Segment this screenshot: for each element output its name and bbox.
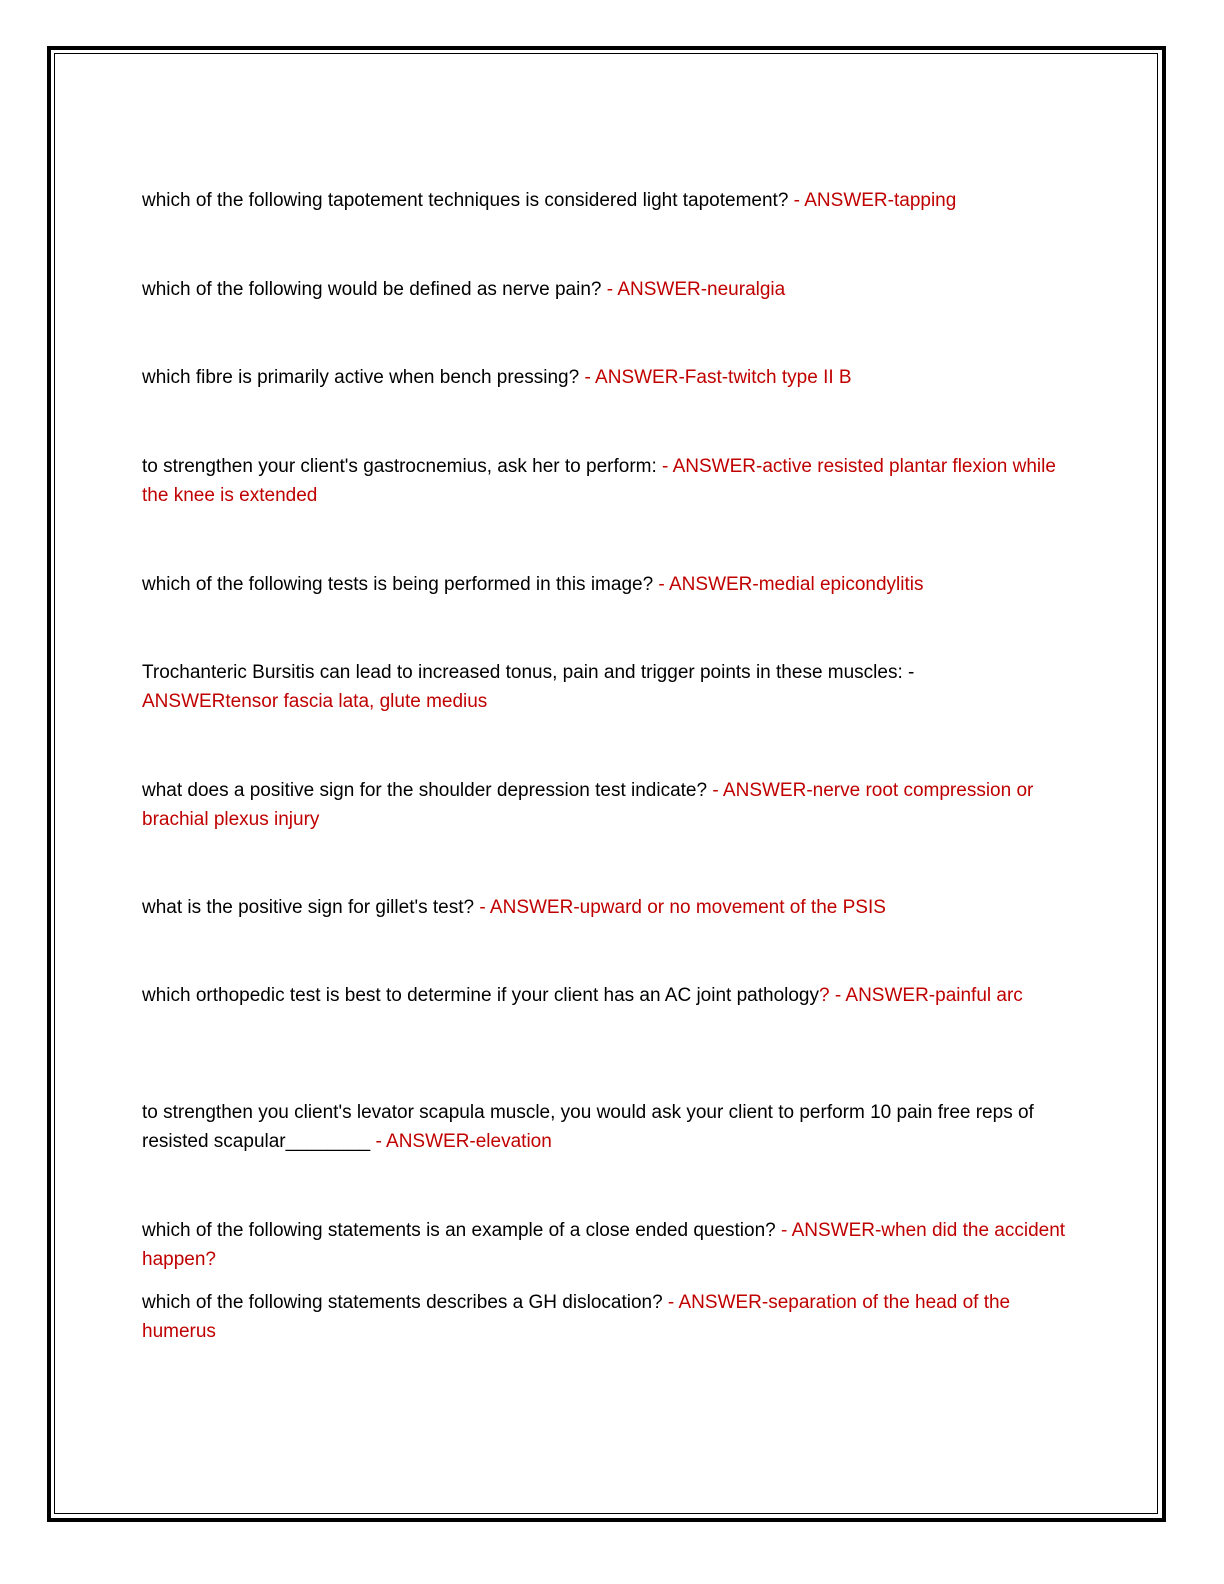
answer-separator: - (902, 662, 915, 683)
answer-text: ANSWER-when did the accident happen? (142, 1220, 1066, 1270)
answer-text: ANSWER-Fast-twitch type II B (595, 367, 852, 388)
answer-text: ANSWER-nerve root compression or brachial plexus injury (142, 780, 1034, 830)
answer-separator: - (653, 574, 669, 595)
question-text: which fibre is primarily active when bench pressing? (142, 367, 580, 388)
answer-text: ANSWER-active resisted plantar flexion while the knee is extended (142, 456, 1056, 506)
question-text: which of the following tapotement techniques is considered light tapotement? (142, 190, 789, 211)
answer-text: ANSWER-upward or no movement of the PSIS (489, 897, 886, 918)
qa-item (142, 363, 1072, 392)
qa-item (142, 1098, 1072, 1156)
answer-separator: - (656, 456, 673, 477)
qa-item (142, 452, 1072, 510)
question-text: which of the following statements is an example of a close ended question? (142, 1220, 776, 1241)
answer-text: ANSWER-tapping (804, 190, 957, 211)
answer-text: ANSWER-neuralgia (617, 279, 786, 300)
question-text: which of the following tests is being performed in this image? (142, 574, 654, 595)
answer-separator: ? - (819, 985, 846, 1006)
question-text: to strengthen your client's gastrocnemius, ask her to perform: (142, 456, 657, 477)
answer-text: ANSWER-medial epicondylitis (669, 574, 924, 595)
question-text: which of the following statements describes a GH dislocation? (142, 1292, 663, 1313)
question-text: what does a positive sign for the shoulder depression test indicate? (142, 780, 708, 801)
answer-separator: - (788, 190, 805, 211)
qa-item (142, 776, 1072, 834)
qa-item (142, 981, 1072, 1010)
answer-text: ANSWER-elevation (386, 1131, 552, 1152)
question-text: which of the following would be defined as nerve pain? (142, 279, 602, 300)
qa-item (142, 658, 1072, 716)
answer-text: ANSWER-separation of the head of the humerus (142, 1292, 1011, 1342)
answer-separator: - (601, 279, 618, 300)
question-text: Trochanteric Bursitis can lead to increased tonus, pain and trigger points in these muscles: (142, 662, 903, 683)
qa-item (142, 186, 1072, 215)
answer-separator: - (579, 367, 596, 388)
qa-item (142, 1216, 1072, 1274)
answer-text: ANSWER-painful arc (845, 985, 1023, 1006)
answer-separator: - (775, 1220, 792, 1241)
qa-item (142, 570, 1072, 599)
question-text: to strengthen you client's levator scapula muscle, you would ask your client to perform 10 pain free reps of resisted scapular________ (142, 1102, 1034, 1152)
qa-item (142, 893, 1072, 922)
answer-text: ANSWERtensor fascia lata, glute medius (142, 691, 488, 712)
question-text: what is the positive sign for gillet's test? (142, 897, 475, 918)
qa-item (142, 275, 1072, 304)
answer-separator: - (474, 897, 490, 918)
question-text: which orthopedic test is best to determine if your client has an AC joint pathology (142, 985, 819, 1006)
answer-separator: - (662, 1292, 679, 1313)
answer-separator: - (707, 780, 723, 801)
qa-item (142, 1288, 1072, 1346)
answer-separator: - (370, 1131, 387, 1152)
